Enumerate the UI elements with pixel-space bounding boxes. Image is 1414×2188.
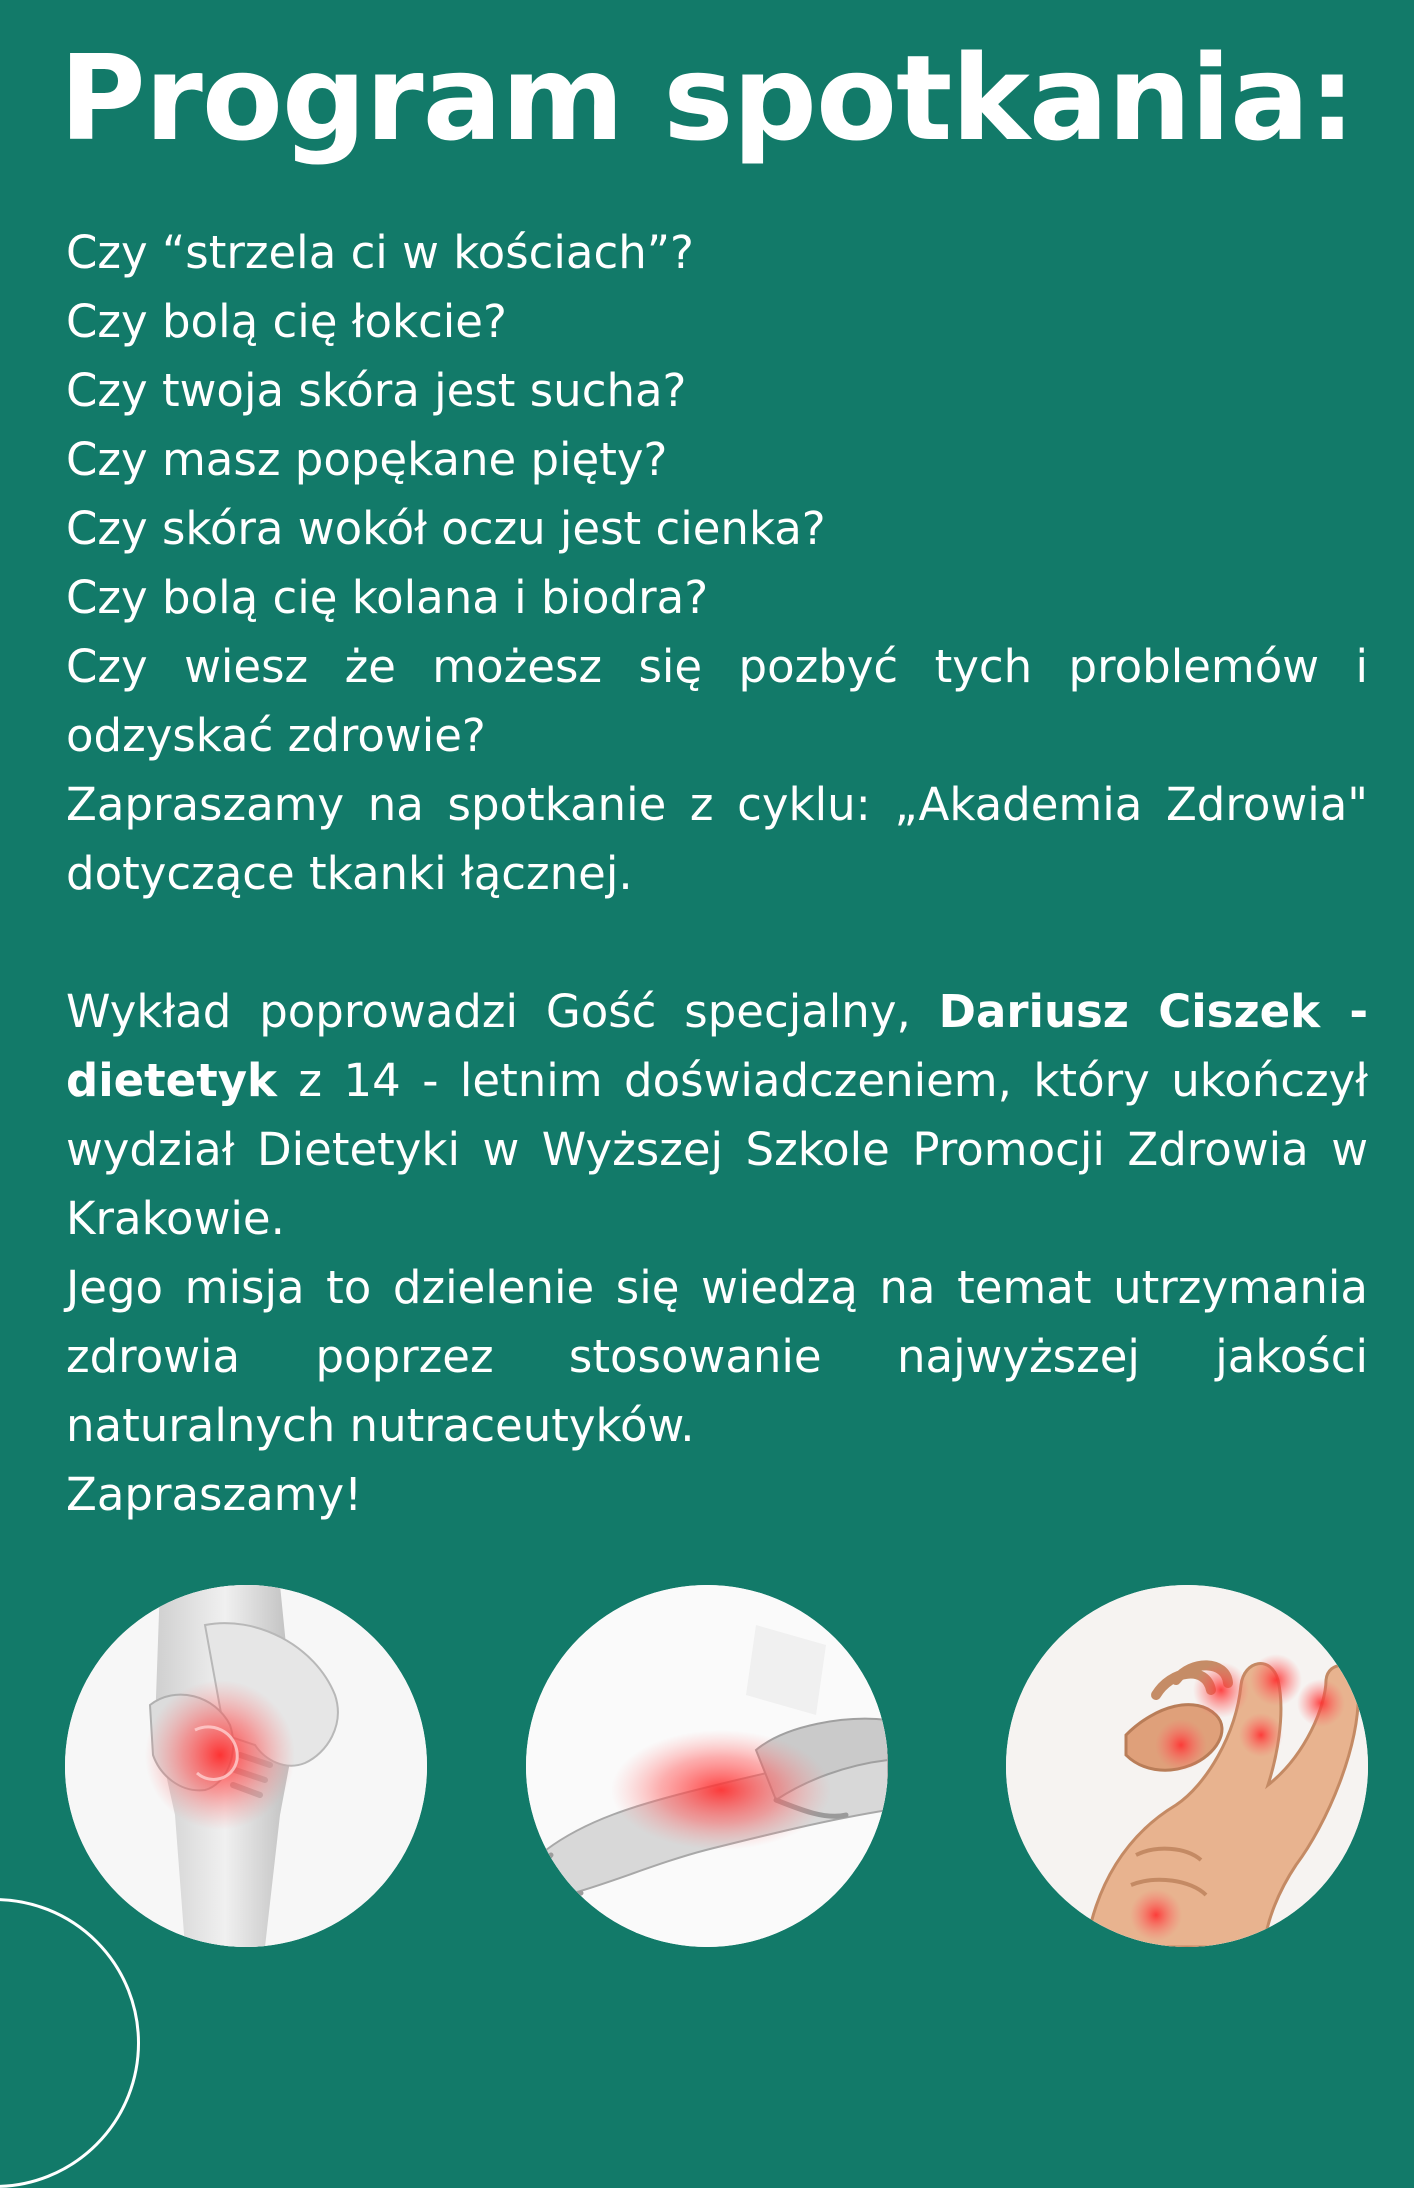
page-title: Program spotkania:: [59, 29, 1355, 167]
photo-row: [0, 1583, 1414, 1953]
question-3: Czy twoja skóra jest sucha?: [66, 364, 687, 417]
wrist-pain-photo: [526, 1585, 888, 1947]
speaker-name: Dariusz Ciszek - dietetyk: [66, 985, 1369, 1107]
main-text: [66, 218, 1368, 1529]
invitation-text: Zapraszamy na spotkanie z cyklu: „Akademia Zdrowia" dotyczące tkanki łącznej.: [66, 778, 1368, 900]
lecture-details: z 14 - letnim doświadczeniem, który ukończył wydział Dietetyki w Wyższej Szkole Promocji Zdrowia w Krakowie.: [66, 1054, 1368, 1245]
lecture-intro: Wykład poprowadzi Gość specjalny,: [66, 985, 939, 1038]
question-6: Czy bolą cię kolana i biodra?: [66, 571, 709, 624]
closing-text: Zapraszamy!: [66, 1468, 363, 1521]
question-4: Czy masz popękane pięty?: [66, 433, 668, 486]
question-2: Czy bolą cię łokcie?: [66, 295, 507, 348]
knee-pain-photo: [65, 1585, 427, 1947]
paragraph-gap: [66, 908, 1368, 977]
mission-text: Jego misja to dzielenie się wiedzą na temat utrzymania zdrowia poprzez stosowanie najwyższej jakości naturalnych nutraceutyków.: [66, 1261, 1368, 1452]
question-5: Czy skóra wokół oczu jest cienka?: [66, 502, 826, 555]
lecture-paragraph: [66, 977, 1368, 1253]
closing-question: Czy wiesz że możesz się pozbyć tych problemów i odzyskać zdrowie?: [66, 640, 1368, 762]
question-1: Czy “strzela ci w kościach”?: [66, 226, 694, 279]
hand-joint-pain-photo: [1006, 1585, 1368, 1947]
